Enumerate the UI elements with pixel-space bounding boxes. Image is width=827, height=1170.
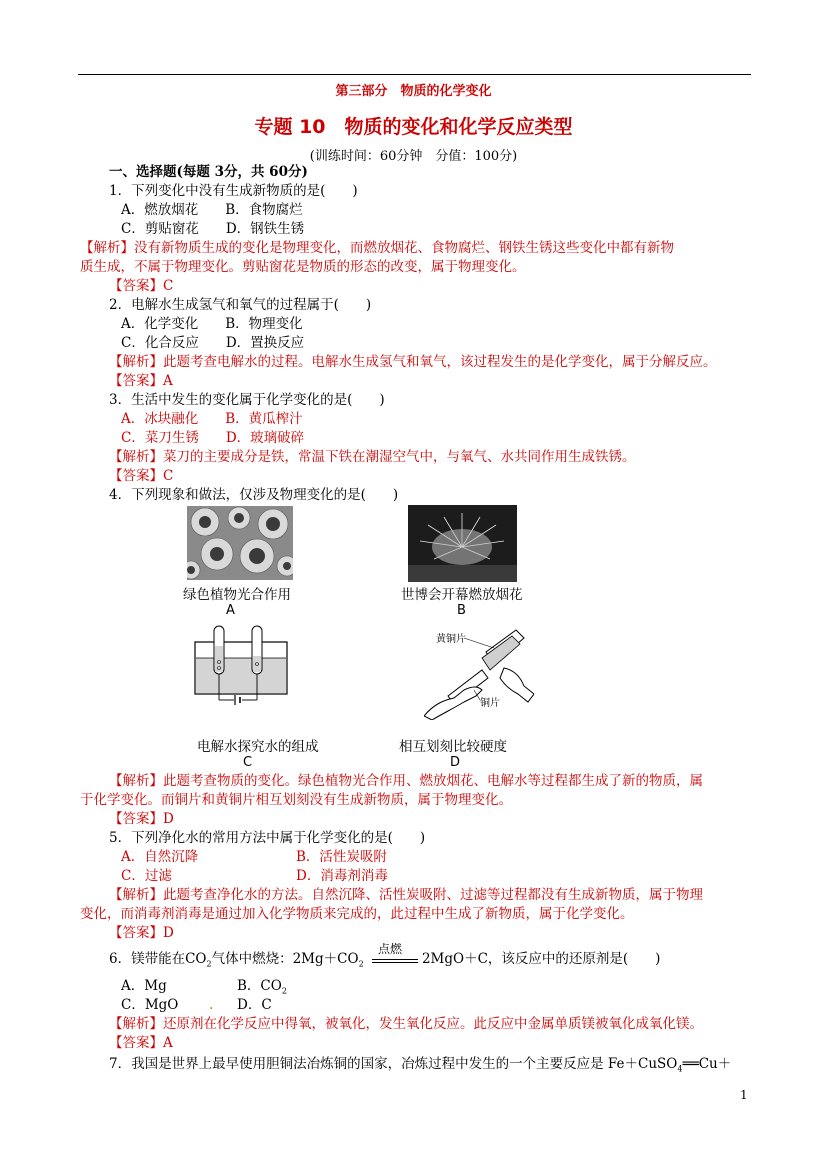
q6-co2-b-sub: 2 [358, 959, 364, 969]
section-heading: 一、选择题(每题 3分，共 60分) [109, 164, 308, 180]
label-d: D [450, 755, 461, 770]
q2-options-cd: C．化合反应 D．置换反应 [121, 335, 305, 351]
part-title: 第三部分 物质的化学变化 [335, 84, 492, 99]
caption-d: 相互划刻比较硬度 [399, 739, 507, 755]
q1-stem: 1．下列变化中没有生成新物质的是( ) [109, 183, 358, 199]
q2-stem: 2．电解水生成氢气和氧气的过程属于( ) [109, 297, 372, 313]
q2-analysis: 【解析】此题考查电解水的过程。电解水生成氢气和氧气，该过程发生的是化学变化，属于分解反应。 [109, 354, 717, 370]
q1-options-ab: A．燃放烟花 B．食物腐烂 [121, 202, 303, 218]
q5-analysis: 【解析】此题考查净化水的方法。自然沉降、活性炭吸附、过滤等过程都没有生成新物质，属于物理 [109, 887, 703, 903]
q3-options-ab: A．冰块融化 B．黄瓜榨汁 [121, 411, 303, 427]
q4-analysis-cont: 于化学变化。而铜片和黄铜片相互划刻没有生成新物质，属于物理变化。 [80, 792, 512, 808]
fireworks-photo [408, 505, 517, 582]
copper-label: 铜片 [480, 698, 500, 709]
training-info: (训练时间：60分钟 分值：100分) [309, 149, 518, 164]
label-c: C [243, 755, 253, 770]
q1-options-cd: C．剪贴窗花 D．钢铁生锈 [121, 221, 305, 237]
caption-a: 绿色植物光合作用 [183, 587, 291, 603]
q6-stem-post: 2MgO＋C，该反应中的还原剂是( ) [421, 951, 661, 967]
q4-analysis: 【解析】此题考查物质的变化。绿色植物光合作用、燃放烟花、电解水等过程都生成了新的物质，属 [109, 773, 703, 789]
q3-options-cd: C．菜刀生锈 D．玻璃破碎 [121, 430, 305, 446]
q6-option-c: C．MgO [121, 997, 179, 1013]
label-b: B [457, 603, 466, 618]
q5-analysis-cont: 变化，而消毒剂消毒是通过加入化学物质来完成的，此过程中生成了新物质，属于化学变化。 [80, 906, 634, 922]
q5-stem: 5．下列净化水的常用方法中属于化学变化的是( ) [109, 830, 426, 846]
q6-option-d: D．C [237, 997, 272, 1013]
q7-sub: 4 [677, 1064, 683, 1074]
electrolysis-diagram [190, 622, 292, 706]
q6-option-a: A．Mg [121, 978, 167, 994]
label-a: A [226, 603, 235, 618]
q7-stem-pre: 7．我国是世界上最早使用胆铜法冶炼铜的国家，冶炼过程中发生的一个主要反应是 Fe＋CuSO [109, 1056, 678, 1072]
q5-answer: 【答案】D [109, 925, 174, 941]
sunflower-photo [187, 506, 293, 580]
q5-option-c: C．过滤 [121, 868, 172, 884]
reaction-condition: 点燃 [377, 942, 402, 956]
page-number: 1 [740, 1088, 748, 1102]
q6-stem [109, 942, 661, 974]
q1-answer: 【答案】C [109, 278, 174, 294]
q3-stem: 3．生活中发生的变化属于化学变化的是( ) [109, 392, 385, 408]
q2-answer: 【答案】A [109, 373, 173, 389]
q6-co2-sub: 2 [206, 959, 212, 969]
q1-analysis-cont: 质生成，不属于物理变化。剪贴窗花是物质的形态的改变，属于物理变化。 [80, 259, 526, 275]
q5-option-a: A．自然沉降 [121, 849, 199, 865]
q5-option-b: B．活性炭吸附 [296, 849, 387, 865]
q4-stem: 4．下列现象和做法，仅涉及物理变化的是( ) [109, 487, 399, 503]
q6-analysis: 【解析】还原剂在化学反应中得氧，被氧化，发生氧化反应。此反应中金属单质镁被氧化成氧化镁。 [109, 1016, 703, 1032]
q6-answer: 【答案】A [109, 1035, 173, 1051]
q6-stem-pre: 6．镁带能在 [109, 951, 186, 967]
q6-co2-b: CO [337, 951, 359, 967]
topic-title: 专题 10 物质的变化和化学反应类型 [254, 116, 573, 138]
q7-stem [109, 1055, 731, 1079]
q6-dot: . [209, 997, 214, 1013]
q2-options-ab: A．化学变化 B．物理变化 [121, 316, 303, 332]
q6-stem-mid: 气体中燃烧：2Mg＋ [211, 951, 338, 967]
brass-label: 黄铜片 [436, 634, 466, 645]
reaction-arrow [372, 942, 418, 969]
q6-option-b: B．$CO_2$ [237, 978, 287, 996]
q7-stem-post: ══Cu＋ [682, 1056, 732, 1072]
q1-analysis: 【解析】没有新物质生成的变化是物理变化，而燃放烟花、食物腐烂、钢铁生锈这些变化中都有新物 [80, 240, 674, 256]
q3-analysis: 【解析】菜刀的主要成分是铁，常温下铁在潮湿空气中，与氧气、水共同作用生成铁锈。 [109, 449, 636, 465]
hardness-diagram [424, 624, 534, 720]
q6-co2: CO [185, 951, 207, 967]
q3-answer: 【答案】C [109, 468, 174, 484]
q4-answer: 【答案】D [109, 811, 174, 827]
caption-c: 电解水探究水的组成 [197, 739, 319, 755]
header-rule [78, 74, 751, 75]
caption-b: 世博会开幕燃放烟花 [401, 587, 523, 603]
q5-option-d: D．消毒剂消毒 [296, 868, 388, 884]
